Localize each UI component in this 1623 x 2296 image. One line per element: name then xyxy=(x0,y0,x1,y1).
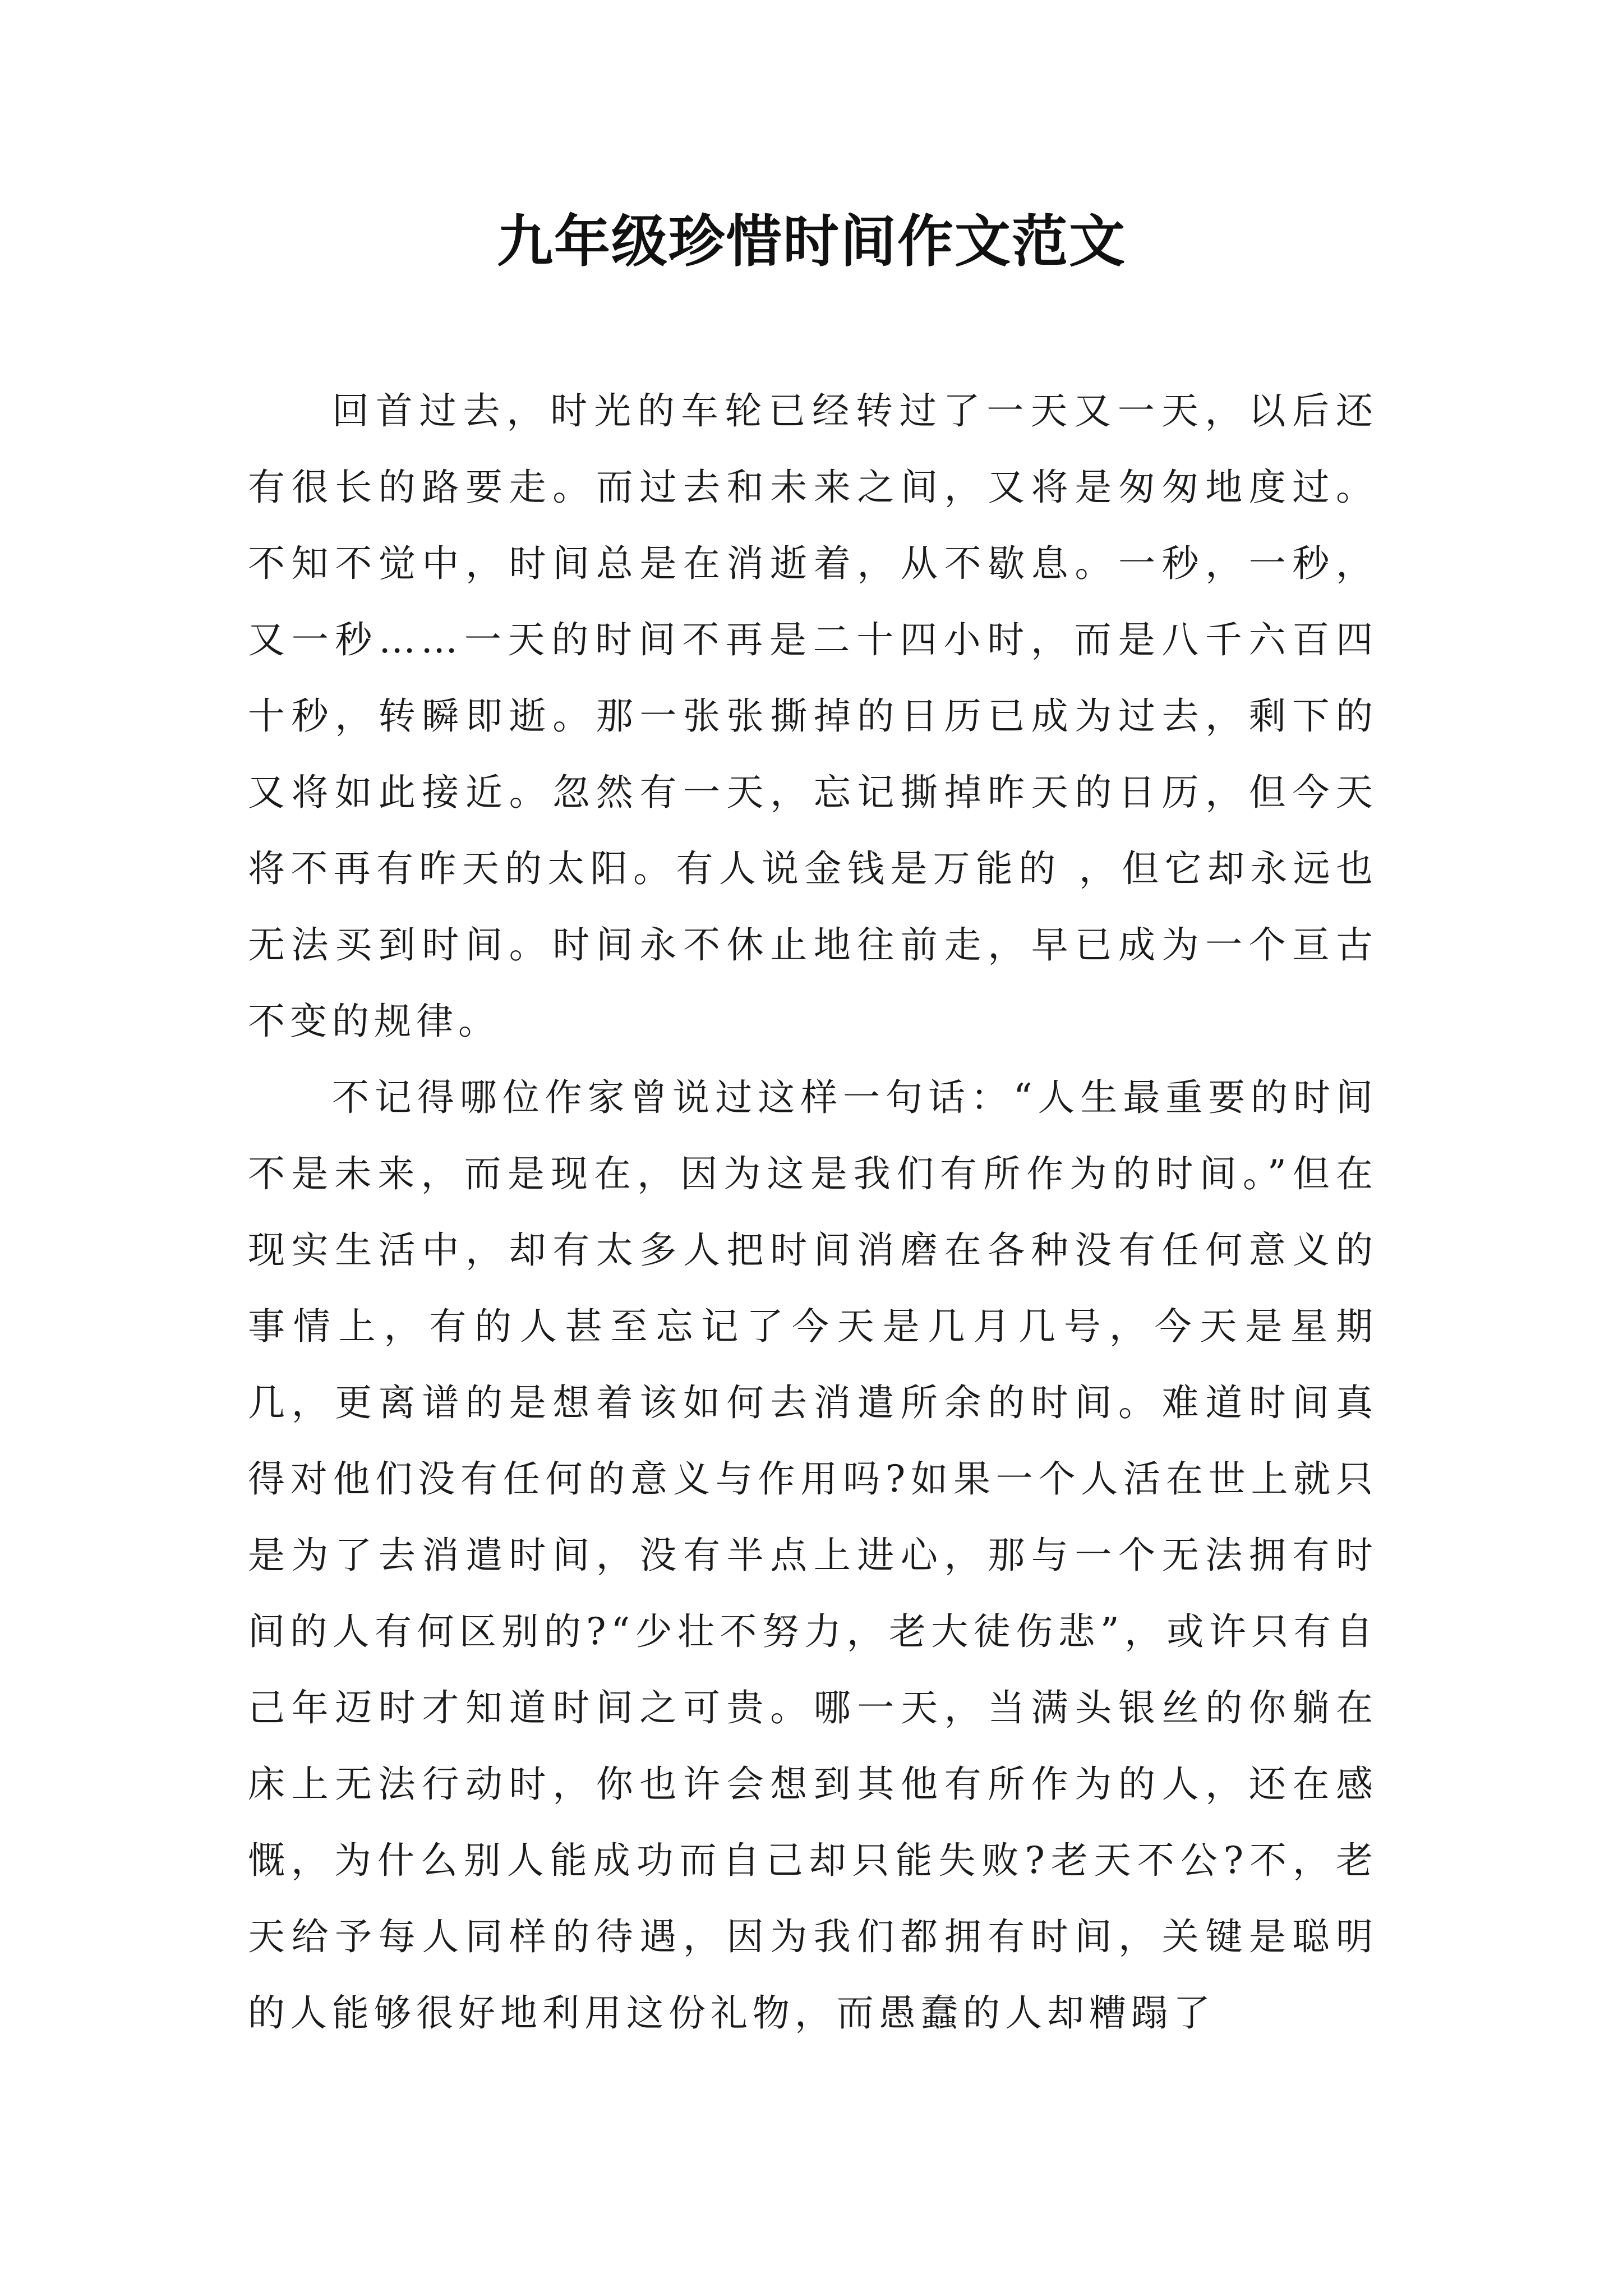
paragraph-2: 不记得哪位作家曾说过这样一句话：“人生最重要的时间不是未来，而是现在，因为这是我们有所作为的时间。”但在现实生活中，却有太多人把时间消磨在各种没有任何意义的事情上，有的人甚至忘记了今天是几月几号，今天是星期几，更离谱的是想着该如何去消遣所余的时间。难道时间真得对他们没有任何的意义与作用吗?如果一个人活在世上就只是为了去消遣时间，没有半点上进心，那与一个无法拥有时间的人有何区别的?“少壮不努力，老大徒伤悲”，或许只有自己年迈时才知道时间之可贵。哪一天，当满头银丝的你躺在床上无法行动时，你也许会想到其他有所作为的人，还在感慨，为什么别人能成功而自己却只能失败?老天不公?不，老天给予每人同样的待遇，因为我们都拥有时间，关键是聪明的人能够很好地利用这份礼物，而愚蠢的人却糟蹋了 xyxy=(248,1076,1378,2035)
document-body xyxy=(248,373,1378,2051)
document-title: 九年级珍惜时间作文范文 xyxy=(497,208,1126,274)
paragraph-1: 回首过去，时光的车轮已经转过了一天又一天，以后还有很长的路要走。而过去和未来之间，又将是匆匆地度过。不知不觉中，时间总是在消逝着，从不歇息。一秒，一秒，又一秒……一天的时间不再是二十四小时，而是八千六百四十秒，转瞬即逝。那一张张撕掉的日历已成为过去，剩下的又将如此接近。忽然有一天，忘记撕掉昨天的日历，但今天将不再有昨天的太阳。有人说金钱是万能的 ，但它却永远也无法买到时间。时间永不休止地往前走，早已成为一个亘古不变的规律。 xyxy=(248,389,1378,1043)
